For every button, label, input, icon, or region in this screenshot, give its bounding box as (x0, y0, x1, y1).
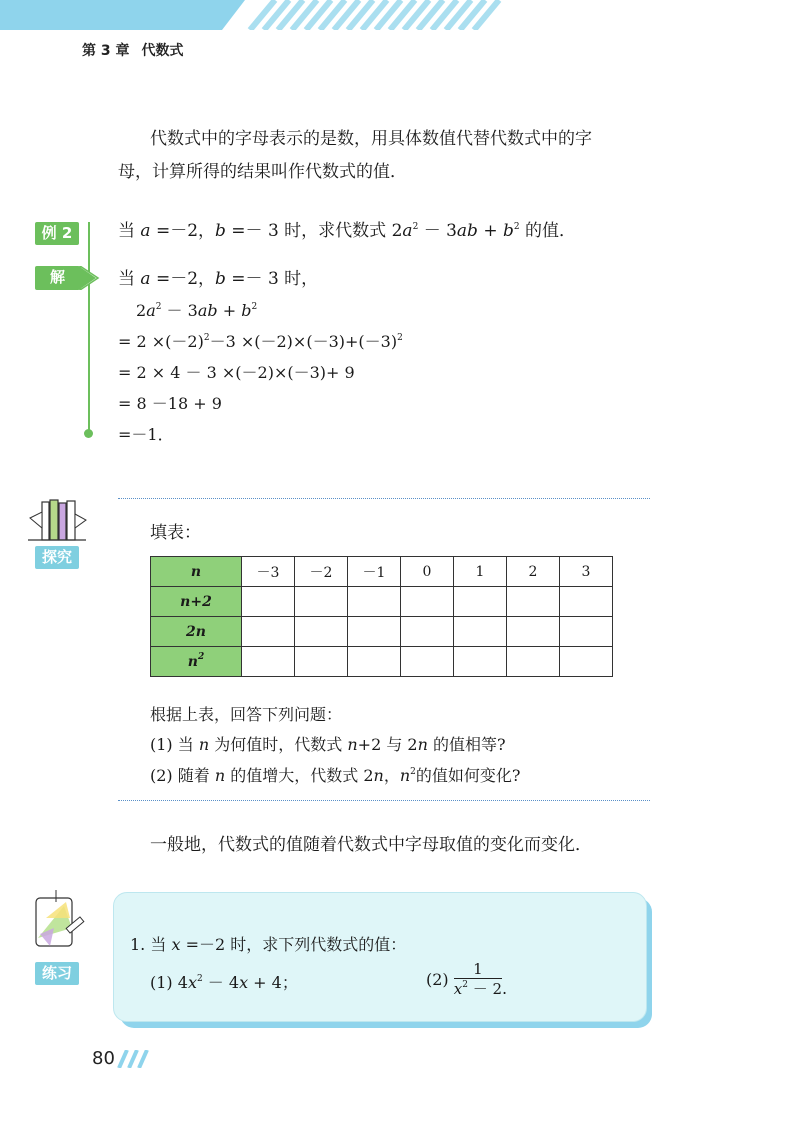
table-cell-empty[interactable] (454, 587, 507, 617)
solution-step-4: =－1． (118, 425, 174, 444)
fraction: $\frac{1}{x^2 - 2}$ (453, 960, 503, 998)
table-cell-col: 0 (401, 557, 454, 587)
table-row (151, 557, 613, 587)
answer-intro: 根据上表，回答下列问题： (150, 705, 343, 724)
fill-table-label: 填表： (150, 523, 201, 543)
table-cell-empty[interactable] (401, 587, 454, 617)
table-cell-empty[interactable] (242, 587, 295, 617)
intro-line-1: 代数式中的字母表示的是数，用具体数值代替代数式中的字 (150, 129, 592, 149)
page-number: 80 (92, 1048, 115, 1069)
intro-line-2: 母，计算所得的结果叫作代数式的值． (118, 162, 407, 182)
table-cell-empty[interactable] (560, 587, 613, 617)
table-cell-col: －2 (295, 557, 348, 587)
solution-step-1: = $2 \times(-2)^2-3 \times(-2)\times(-3)+(-3)^2$ (118, 332, 403, 351)
chapter-heading (82, 40, 184, 60)
explore-tag: 探究 (35, 546, 79, 569)
explore-top-divider (118, 498, 650, 499)
table-cell-empty[interactable] (507, 587, 560, 617)
table-cell-col: －1 (348, 557, 401, 587)
table-cell-empty[interactable] (560, 617, 613, 647)
practice-part-1: (1) $4x^2 - 4x + 4$； (150, 973, 298, 992)
page-number-stripes (117, 1050, 149, 1068)
table-cell-empty[interactable] (348, 617, 401, 647)
table-row (151, 617, 613, 647)
table-row (151, 587, 613, 617)
table-cell-empty[interactable] (295, 647, 348, 677)
table-cell-empty[interactable] (507, 647, 560, 677)
practice-question-1: 1. 当 x =－2 时，求下列代数式的值： (130, 935, 407, 954)
explore-question-2: (2) 随着 n 的值增大，代数式 2n，$n^2$的值如何变化? (150, 766, 521, 785)
example-tag: 例 2 (35, 222, 79, 245)
table-cell-empty[interactable] (507, 617, 560, 647)
practice-notebook-icon (26, 888, 88, 952)
table-cell-empty[interactable] (348, 647, 401, 677)
explore-bottom-divider (118, 800, 650, 801)
table-cell-empty[interactable] (242, 617, 295, 647)
chapter-title: 代数式 (141, 43, 184, 59)
table-header-n-squared: $n^2$ (151, 647, 242, 677)
table-cell-empty[interactable] (401, 647, 454, 677)
books-icon (28, 498, 88, 544)
table-cell-empty[interactable] (560, 647, 613, 677)
table-cell-col: 2 (507, 557, 560, 587)
example-question: 当 a =－2，b =－ 3 时，求代数式 $2a^2 - 3ab + b^2$ 的值． (118, 221, 577, 241)
table-cell-empty[interactable] (454, 647, 507, 677)
table-cell-col: 1 (454, 557, 507, 587)
solution-tag: 解 (49, 268, 65, 286)
table-row (151, 647, 613, 677)
table-cell-col: 3 (560, 557, 613, 587)
table-header-n: n (151, 557, 242, 587)
example-rule-dot (84, 429, 93, 438)
table-cell-empty[interactable] (242, 647, 295, 677)
table-cell-empty[interactable] (454, 617, 507, 647)
table-cell-col: －3 (242, 557, 295, 587)
solution-step-3: = 8 －18 + 9 (118, 394, 222, 413)
table-cell-empty[interactable] (295, 587, 348, 617)
chapter-number: 第 3 章 (82, 43, 130, 59)
practice-tag: 练习 (35, 962, 79, 985)
value-table (150, 556, 613, 677)
table-cell-empty[interactable] (348, 587, 401, 617)
solution-step-2: = 2 × 4 － 3 ×(－2)×(－3)+ 9 (118, 363, 355, 382)
header-bar (0, 0, 800, 30)
practice-part-2: (2) $\frac{1}{x^2 - 2}$ . (426, 960, 508, 998)
solution-expression: $2a^2 - 3ab + b^2$ (136, 301, 258, 320)
explore-question-1: (1) 当 n 为何值时，代数式 n+2 与 2n 的值相等? (150, 735, 506, 754)
table-cell-empty[interactable] (295, 617, 348, 647)
table-header-n-plus-2: n+2 (151, 587, 242, 617)
table-header-2n: 2n (151, 617, 242, 647)
conclusion: 一般地，代数式的值随着代数式中字母取值的变化而变化． (150, 835, 592, 855)
table-cell-empty[interactable] (401, 617, 454, 647)
solution-line-1: 当 a =－2，b =－ 3 时， (118, 269, 319, 289)
example-rule (88, 222, 90, 434)
